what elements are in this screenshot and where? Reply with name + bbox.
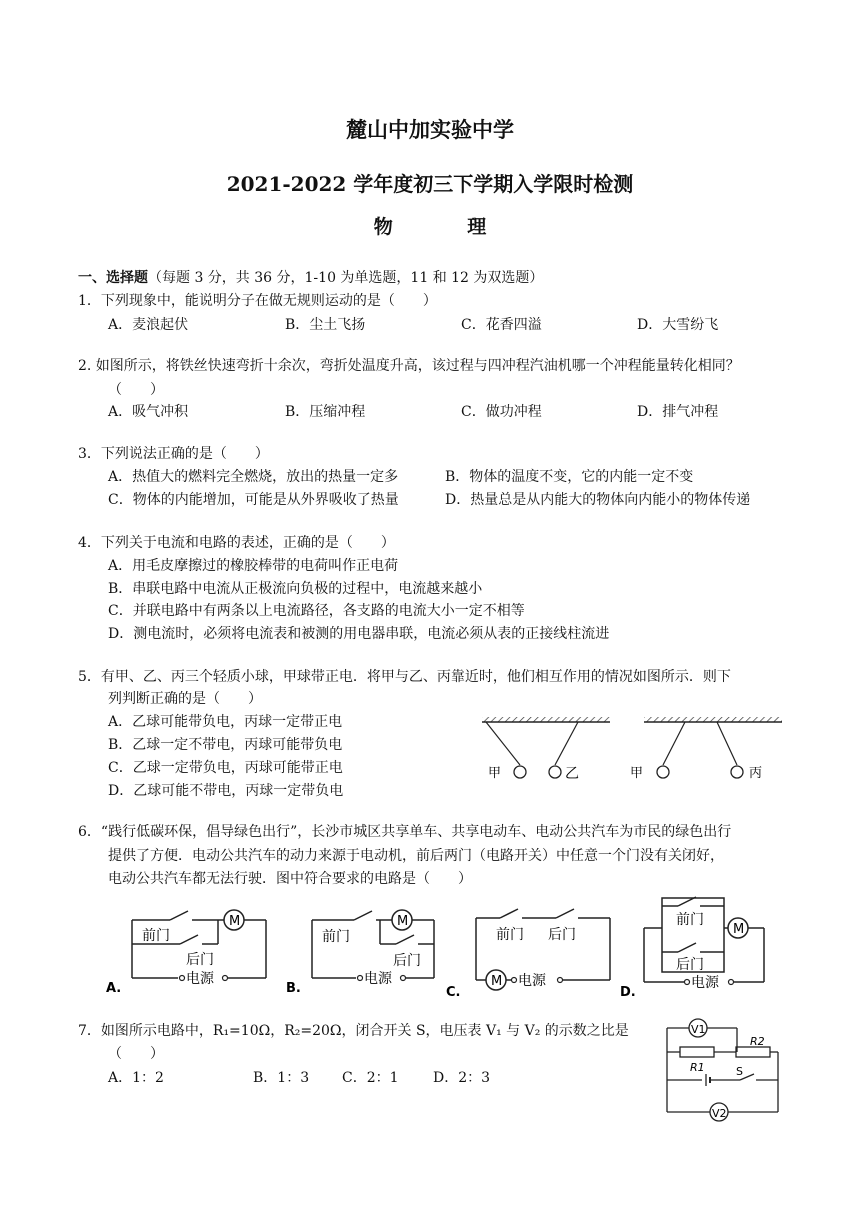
q3-option-b: B．物体的温度不变，它的内能一定不变 <box>445 469 694 485</box>
q5-option-d: D．乙球可能不带电，丙球一定带负电 <box>108 783 344 799</box>
section-heading: 一、选择题 <box>78 270 148 286</box>
q6-c-power: 电源 <box>518 973 546 989</box>
q1-option-c: C．花香四溢 <box>461 317 542 333</box>
q7-label-r2: R2 <box>750 1035 765 1048</box>
q5-option-b: B．乙球一定不带电，丙球可能带负电 <box>108 737 343 753</box>
q6-stem-line3: 电动公共汽车都无法行驶．图中符合要求的电路是（ ） <box>108 871 472 887</box>
q6-label-a: A. <box>106 981 122 996</box>
q3-option-a: A．热值大的燃料完全燃烧，放出的热量一定多 <box>108 469 399 485</box>
q7-figure-circuit <box>660 1016 786 1128</box>
q7-paren: （ ） <box>108 1046 164 1062</box>
q6-stem-line2: 提供了方便．电动公共汽车的动力来源于电动机，前后两门（电路开关）中任意一个门没有关闭好， <box>108 848 724 864</box>
q6-d-motor: M <box>733 922 745 937</box>
q6-label-b: B. <box>286 981 301 996</box>
q5-ball-bing <box>731 766 743 778</box>
q6-a-back-door: 后门 <box>186 952 214 968</box>
q5-right-string-jia <box>663 722 685 765</box>
q1-option-d: D．大雪纷飞 <box>637 317 719 333</box>
q7-option-d: D．2：3 <box>433 1070 491 1086</box>
q5-ball-jia-right <box>657 766 669 778</box>
q5-string-yi <box>555 722 578 765</box>
q6-b-back-door: 后门 <box>393 953 421 969</box>
exam-title: 2021-2022 学年度初三下学期入学限时检测 <box>226 172 634 196</box>
q6-a-power: 电源 <box>186 971 214 987</box>
q7-resistor-r1 <box>680 1047 714 1057</box>
q7-option-c: C．2：1 <box>342 1070 399 1086</box>
subject-title: 物 理 <box>373 216 521 238</box>
q6-c-motor: M <box>491 974 503 989</box>
q7-option-a: A．1：2 <box>108 1070 164 1086</box>
q6-a-front-door: 前门 <box>142 928 170 944</box>
q5-stem-line2: 列判断正确的是（ ） <box>108 691 262 707</box>
q5-string-bing <box>717 722 737 765</box>
q6-c-front-door: 前门 <box>496 927 524 943</box>
school-name: 麓山中加实验中学 <box>346 118 514 142</box>
q5-option-c: C．乙球一定带负电，丙球可能带正电 <box>108 760 343 776</box>
q6-c-back-door: 后门 <box>548 927 576 943</box>
q6-a-motor: M <box>229 914 241 929</box>
q7-label-v2: V2 <box>712 1107 727 1120</box>
q3-stem: 3．下列说法正确的是（ ） <box>78 446 269 462</box>
section-heading-line <box>78 270 543 286</box>
q2-option-a: A．吸气冲积 <box>108 404 189 420</box>
q5-figure-pith-balls <box>474 710 794 790</box>
q4-option-d: D．测电流时，必须将电流表和被测的用电器串联，电流必须从表的正接线柱流进 <box>108 626 610 642</box>
q7-label-v1: V1 <box>691 1023 706 1036</box>
q6-d-power: 电源 <box>691 975 719 991</box>
q4-stem: 4．下列关于电流和电路的表述，正确的是（ ） <box>78 535 395 551</box>
q5-label-jia-right: 甲 <box>630 766 644 781</box>
q3-option-c: C．物体的内能增加，可能是从外界吸收了热量 <box>108 492 399 508</box>
q7-option-b: B．1：3 <box>253 1070 310 1086</box>
q6-b-motor: M <box>397 914 409 929</box>
q5-label-jia-left: 甲 <box>488 766 502 781</box>
q7-label-r1: R1 <box>690 1061 705 1074</box>
q5-left-string-jia <box>486 722 520 765</box>
q1-option-b: B．尘土飞扬 <box>285 317 366 333</box>
q1-stem: 1．下列现象中，能说明分子在做无规则运动的是（ ） <box>78 293 437 309</box>
q6-label-c: C. <box>446 985 461 1000</box>
q2-option-d: D．排气冲程 <box>637 404 719 420</box>
q7-stem: 7．如图所示电路中，R₁=10Ω，R₂=20Ω，闭合开关 S，电压表 V₁ 与 V₂ 的示数之比是 <box>78 1023 629 1039</box>
q6-circuit-d <box>644 897 764 982</box>
q6-d-front-door: 前门 <box>676 912 704 928</box>
q5-option-a: A．乙球可能带负电，丙球一定带正电 <box>108 714 343 730</box>
section-note: （每题 3 分，共 36 分，1-10 为单选题，11 和 12 为双选题） <box>148 270 544 286</box>
q6-label-d: D. <box>620 985 636 1000</box>
q1-option-a: A．麦浪起伏 <box>108 317 189 333</box>
q2-option-b: B．压缩冲程 <box>285 404 366 420</box>
q4-option-b: B．串联电路中电流从正极流向负极的过程中，电流越来越小 <box>108 581 483 597</box>
q6-stem-line1: 6．“践行低碳环保，倡导绿色出行”，长沙市城区共享单车、共享电动车、电动公共汽车为市民的绿色出行 <box>78 824 732 840</box>
q2-paren: （ ） <box>108 382 164 398</box>
q4-option-a: A．用毛皮摩擦过的橡胶棒带的电荷叫作正电荷 <box>108 558 399 574</box>
q4-option-c: C．并联电路中有两条以上电流路径，各支路的电流大小一定不相等 <box>108 603 525 619</box>
q3-option-d: D．热量总是从内能大的物体向内能小的物体传递 <box>445 492 751 508</box>
q6-figure-circuits <box>100 892 780 1000</box>
q6-b-front-door: 前门 <box>322 929 350 945</box>
q6-d-back-door: 后门 <box>676 957 704 973</box>
q2-stem: 2. 如图所示，将铁丝快速弯折十余次，弯折处温度升高，该过程与四冲程汽油机哪一个冲程能量转化相同？ <box>78 358 740 374</box>
q5-ball-jia-left <box>514 766 526 778</box>
q5-stem-line1: 5．有甲、乙、丙三个轻质小球，甲球带正电．将甲与乙、丙靠近时，他们相互作用的情况如图所示．则下 <box>78 669 731 685</box>
q5-label-yi: 乙 <box>565 766 579 782</box>
q5-label-bing: 丙 <box>749 766 763 781</box>
q7-label-s: S <box>736 1065 743 1078</box>
q6-b-power: 电源 <box>364 971 392 987</box>
q5-ball-yi <box>549 766 561 778</box>
q2-option-c: C．做功冲程 <box>461 404 542 420</box>
q7-resistor-r2 <box>736 1047 770 1057</box>
